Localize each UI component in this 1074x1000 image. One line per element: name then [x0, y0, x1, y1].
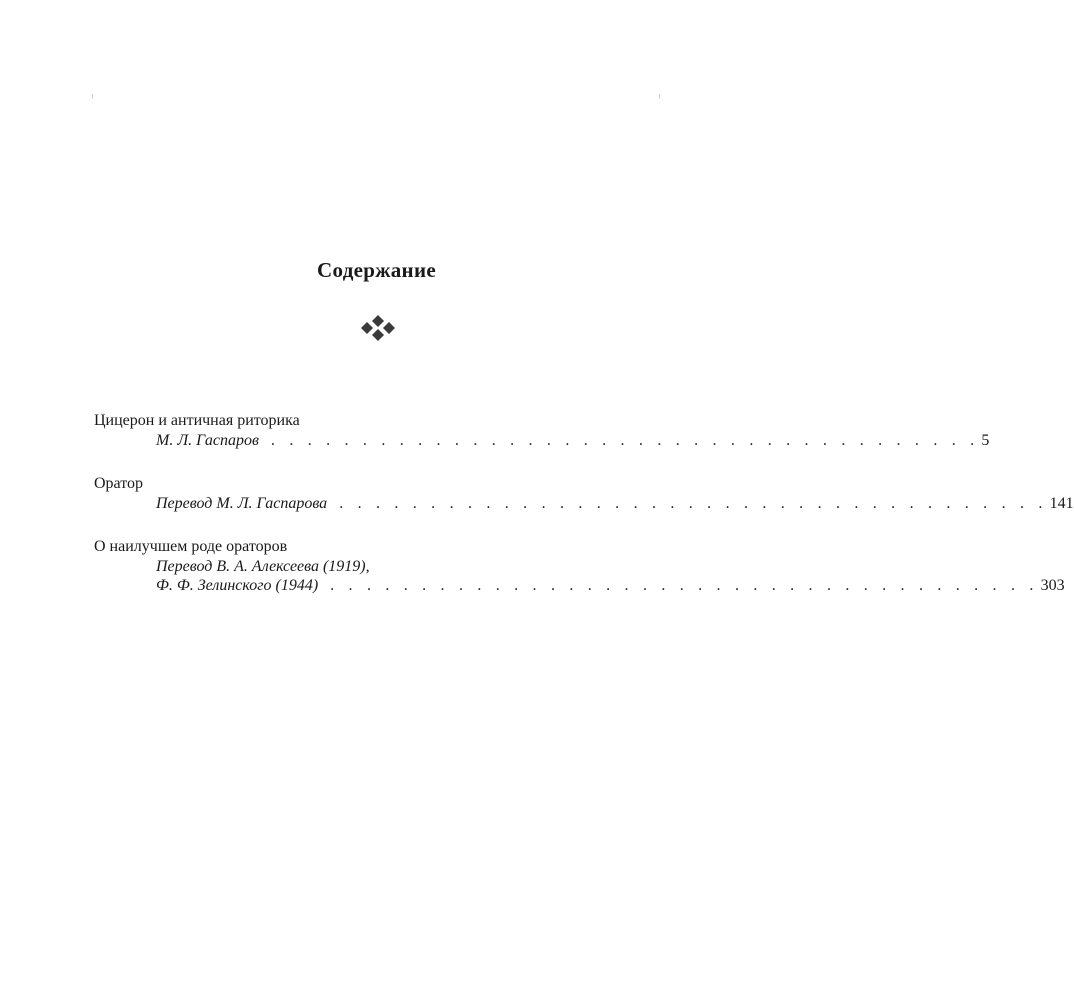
toc-entry-line [94, 557, 660, 576]
toc-entry-author: М. Л. Гаспаров [156, 432, 259, 449]
toc-entry[interactable] [94, 411, 990, 450]
table-of-contents [94, 411, 1074, 619]
toc-entry-author: Ф. Ф. Зелинского (1944) [156, 577, 319, 594]
four-diamonds-icon [361, 315, 395, 341]
toc-entry[interactable] [94, 537, 1065, 595]
toc-entry-line [94, 431, 990, 450]
page-title: Содержание [317, 258, 436, 282]
crop-mark-left [92, 94, 93, 99]
crop-mark-right [659, 94, 660, 99]
toc-entry[interactable] [94, 474, 1074, 513]
toc-entry-line [94, 494, 1074, 513]
toc-entry-title: Оратор [94, 475, 144, 492]
dot-leader: . . . . . . . . . . . . . . . . . . . . . . . . . . . . . . . . . . . . . . . [330, 577, 1039, 594]
dot-leader: . . . . . . . . . . . . . . . . . . . . . . . . . . . . . . . . . . . . . . . [339, 495, 1048, 512]
toc-entry-title: О наилучшем роде ораторов [94, 538, 288, 555]
toc-page-number: 141 [1049, 495, 1074, 512]
toc-page-number: 303 [1040, 577, 1065, 594]
toc-entry-title: Цицерон и античная риторика [94, 412, 300, 429]
toc-page-number: 5 [981, 432, 990, 449]
dot-leader: . . . . . . . . . . . . . . . . . . . . . . . . . . . . . . . . . . . . . . . [270, 432, 980, 449]
toc-entry-author: Перевод М. Л. Гаспарова [156, 495, 328, 512]
toc-entry-author: Перевод В. А. Алексеева (1919), [156, 558, 370, 575]
toc-entry-line [94, 576, 1065, 595]
